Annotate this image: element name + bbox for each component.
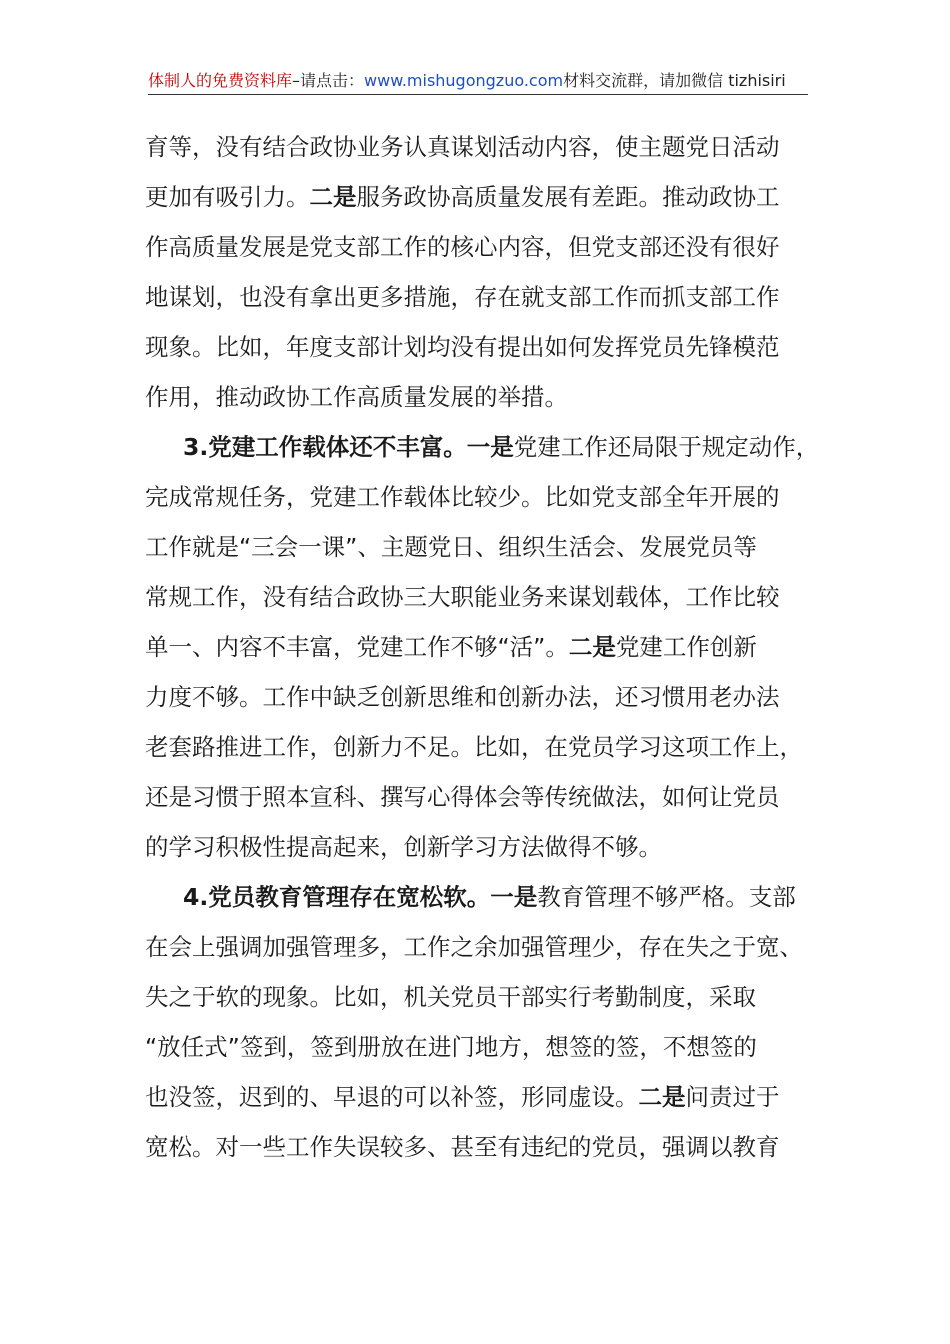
section-heading-line bbox=[145, 422, 820, 472]
page-header bbox=[148, 68, 808, 95]
text-run: “放任式”签到，签到册放在进门地方，想签的签，不想签的 bbox=[145, 1033, 757, 1061]
text-run: 完成常规任务，党建工作载体比较少。比如党支部全年开展的 bbox=[145, 483, 780, 511]
text-line bbox=[145, 472, 810, 522]
text-run: 失之于软的现象。比如，机关党员干部实行考勤制度，采取 bbox=[145, 983, 756, 1011]
text-run: 问责过于 bbox=[685, 1083, 780, 1111]
text-run: 育等，没有结合政协业务认真谋划活动内容，使主题党日活动 bbox=[145, 133, 780, 161]
text-run: 在会上强调加强管理多，工作之余加强管理少，存在失之于宽、 bbox=[145, 933, 803, 961]
text-run: 力度不够。工作中缺乏创新思维和创新办法，还习惯用老办法 bbox=[145, 683, 780, 711]
text-run: 地谋划，也没有拿出更多措施，存在就支部工作而抓支部工作 bbox=[145, 283, 780, 311]
text-line bbox=[145, 272, 810, 322]
text-run: 作用，推动政协工作高质量发展的举措。 bbox=[145, 383, 568, 411]
text-run: 党建工作创新 bbox=[615, 633, 757, 661]
point-marker: 二是 bbox=[568, 633, 616, 661]
document-body bbox=[145, 122, 820, 1172]
text-line bbox=[145, 722, 810, 772]
text-line bbox=[145, 172, 810, 222]
point-marker: 二是 bbox=[638, 1083, 686, 1111]
text-run: 工作就是“三会一课”、主题党日、组织生活会、发展党员等 bbox=[145, 533, 757, 561]
text-run: 教育管理不够严格。支部 bbox=[537, 883, 796, 911]
header-prompt: –请点击： bbox=[292, 71, 365, 90]
text-run: 常规工作，没有结合政协三大职能业务来谋划载体，工作比较 bbox=[145, 583, 780, 611]
text-run: 单一、内容不丰富，党建工作不够“活”。 bbox=[145, 633, 569, 661]
text-line bbox=[145, 922, 810, 972]
text-run: 也没签，迟到的、早退的可以补签，形同虚设。 bbox=[145, 1083, 639, 1111]
text-line bbox=[145, 1022, 810, 1072]
text-line bbox=[145, 822, 810, 872]
text-line bbox=[145, 972, 810, 1022]
text-run: 更加有吸引力。 bbox=[145, 183, 310, 211]
text-run: 老套路推进工作，创新力不足。比如，在党员学习这项工作上， bbox=[145, 733, 803, 761]
section-heading-4: 4.党员教育管理存在宽松软。一是 bbox=[183, 883, 538, 911]
text-run: 现象。比如，年度支部计划均没有提出如何发挥党员先锋模范 bbox=[145, 333, 780, 361]
text-run: 作高质量发展是党支部工作的核心内容，但党支部还没有很好 bbox=[145, 233, 780, 261]
text-line bbox=[145, 1072, 810, 1122]
header-contact: 材料交流群，请加微信 tizhisiri bbox=[563, 71, 786, 90]
text-line bbox=[145, 622, 810, 672]
text-line bbox=[145, 522, 810, 572]
section-heading-3: 3.党建工作载体还不丰富。一是 bbox=[183, 433, 514, 461]
header-url-link[interactable]: www.mishugongzuo.com bbox=[364, 71, 564, 90]
text-line bbox=[145, 572, 810, 622]
text-run: 还是习惯于照本宣科、撰写心得体会等传统做法，如何让党员 bbox=[145, 783, 780, 811]
section-heading-line bbox=[145, 872, 810, 922]
text-line bbox=[145, 372, 810, 422]
text-line bbox=[145, 1122, 810, 1172]
header-site-name: 体制人的免费资料库 bbox=[148, 71, 293, 90]
text-line bbox=[145, 672, 810, 722]
text-run: 党建工作还局限于规定动作， bbox=[513, 433, 820, 461]
text-line bbox=[145, 122, 810, 172]
point-marker: 二是 bbox=[309, 183, 357, 211]
text-line bbox=[145, 322, 810, 372]
text-run: 的学习积极性提高起来，创新学习方法做得不够。 bbox=[145, 833, 662, 861]
text-line bbox=[145, 222, 810, 272]
text-line bbox=[145, 772, 810, 822]
text-run: 宽松。对一些工作失误较多、甚至有违纪的党员，强调以教育 bbox=[145, 1133, 780, 1161]
text-run: 服务政协高质量发展有差距。推动政协工 bbox=[356, 183, 780, 211]
